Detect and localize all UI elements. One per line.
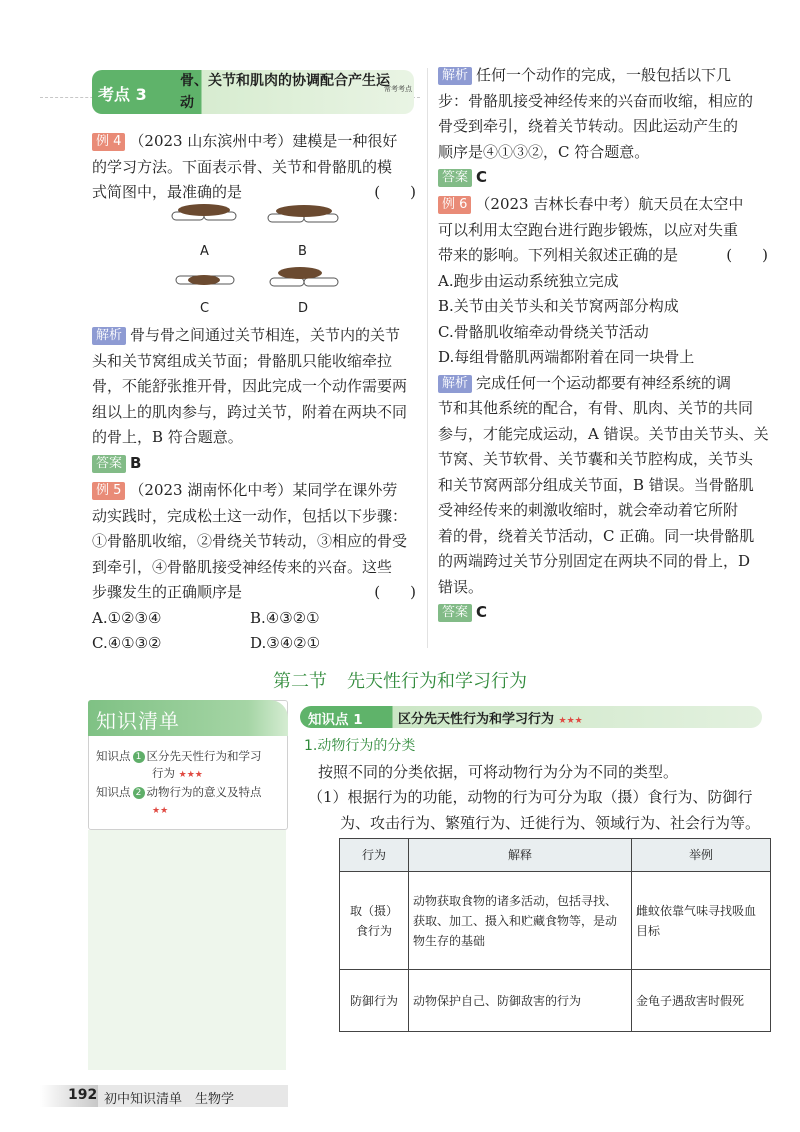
option-c: C.④①③② xyxy=(92,634,162,652)
example-6: 例 6 （2023 吉林长春中考）航天员在太空中 可以利用太空跑台进行跑步锻炼，以应对失重 带来的影响。下列相关叙述正确的是 ( ) A.跑步由运动系统独立完成 B.关节由关节头和关节窝两部分构成 C.骨骼肌收缩牵动骨绕关节活动 D.每组骨骼肌两端都附着在同一块骨上 解析 完成任何一个运动都要有神经系统的调 节和其他系统的配合，有骨、肌肉、关节的共同 参与，才能完成运动，A 错误。关节由关节头、关 节窝、关节软骨、关节囊和关节腔构成，关节头 和关节窝两部分组成关节面，B 错误。当骨骼肌 受神经传来的刺激收缩时，就会牵动着它所附 着的骨，绕着关节活动，C 正确。同一块骨骼肌 的两端跨过关节分别固定在两块不同的骨上，D 错误。 答案 C xyxy=(438,195,769,621)
analysis-tag: 解析 xyxy=(438,67,472,85)
knowledge-point-title: 区分先天性行为和学习行为 ★★★ xyxy=(398,712,583,727)
analysis-tag: 解析 xyxy=(438,375,472,393)
figure-b xyxy=(268,205,338,222)
kaodian-title: 骨、关节和肌肉的协调配合产生运动 xyxy=(180,73,390,111)
example-5-analysis: 解析 任何一个动作的完成，一般包括以下几 步：骨骼肌接受神经传来的兴奋而收缩，相应的 骨受到牵引，绕着关节转动。因此运动产生的 顺序是④①③②，C 符合题意。 答案 C xyxy=(438,66,754,186)
figure-label-d: D xyxy=(298,301,309,316)
column-divider xyxy=(427,68,428,648)
example-5: 例 5 （2023 湖南怀化中考）某同学在课外劳 动实践时，完成松土这一动作，包括以下步骤： ①骨骼肌收缩，②骨绕关节转动，③相应的骨受 到牵引，④骨骼肌接受神经传来的兴奋。这些 步骤发生的正确顺序是 ( ) A.①②③④ B.④③②① C.④①③② D.③④②① xyxy=(92,478,422,657)
option-d: D.③④②① xyxy=(250,634,321,652)
answer-value: C xyxy=(476,168,488,186)
answer-tag: 答案 xyxy=(92,455,126,473)
importance-stars: ★★ xyxy=(152,806,169,816)
subheading: 1.动物行为的分类 xyxy=(304,738,416,754)
example-tag: 例 4 xyxy=(92,133,125,151)
table-cell-explain: 动物获取食物的诸多活动，包括寻找、获取、加工、摄入和贮藏食物等，是动物生存的基础 xyxy=(409,872,632,970)
option-a: A.跑步由运动系统独立完成 xyxy=(438,271,619,290)
table-row xyxy=(340,970,771,1032)
figure-a xyxy=(172,204,236,220)
section-number: 第二节 xyxy=(273,671,327,692)
option-b: B.关节由关节头和关节窝两部分构成 xyxy=(438,297,679,315)
example-4-analysis: 解析 骨与骨之间通过关节相连，关节内的关节 头和关节窝组成关节面；骨骼肌只能收缩牵拉 骨，不能舒张推开骨，因此完成一个动作需要两 组以上的肌肉参与，跨过关节，附着在两块不同 的骨上，B 符合题意。 答案 B xyxy=(92,326,408,472)
knowledge-item-2[interactable]: 知识点 2 动物行为的意义及特点 ★★ xyxy=(96,785,262,816)
number-badge: 1 xyxy=(133,751,145,763)
answer-paren: ( ) xyxy=(374,183,416,201)
answer-value: C xyxy=(476,603,488,621)
knowledge-list-title: 知识清单 xyxy=(96,709,180,733)
answer-paren: ( ) xyxy=(726,246,768,264)
example-4: 例 4 （2023 山东滨州中考）建模是一种很好 的学习方法。下面表示骨、关节和骨骼肌的模 式简图中，最准确的是 ( ) xyxy=(92,129,422,206)
section-name: 先天性行为和学习行为 xyxy=(347,671,527,692)
answer-tag: 答案 xyxy=(438,169,472,187)
table-header: 举例 xyxy=(632,839,771,872)
table-header: 行为 xyxy=(340,839,409,872)
knowledge-point-label: 知识点 1 xyxy=(308,712,363,728)
paragraph-2: （1）根据行为的功能，动物的行为可分为取（摄）食行为、防御行 为、攻击行为、繁殖行为、迁徙行为、领域行为、社会行为等。 xyxy=(308,788,761,832)
figure-label-b: B xyxy=(298,244,307,259)
footer-title: 初中知识清单 生物学 xyxy=(104,1092,235,1107)
option-a: A.①②③④ xyxy=(92,608,162,627)
knowledge-item-1[interactable]: 知识点 1 区分先天性行为和学习 行为 ★★★ xyxy=(96,749,262,780)
paragraph-1: 按照不同的分类依据，可将动物行为分为不同的类型。 xyxy=(318,763,679,781)
figure-label-c: C xyxy=(200,301,210,316)
table-cell-explain: 动物保护自己、防御敌害的行为 xyxy=(409,970,632,1032)
kaodian-label: 考点 3 xyxy=(98,85,147,104)
analysis-tag: 解析 xyxy=(92,327,126,345)
page-number: 192 xyxy=(68,1087,98,1103)
importance-stars: ★★★ xyxy=(558,716,583,726)
kaodian-badge: 常考考点 xyxy=(384,85,412,93)
answer-tag: 答案 xyxy=(438,604,472,622)
figure-c xyxy=(176,275,234,285)
section-title xyxy=(0,667,800,693)
importance-stars: ★★★ xyxy=(178,770,203,780)
side-panel xyxy=(88,830,286,1070)
table-cell-behavior: 取（摄） 食行为 xyxy=(340,872,409,970)
option-b: B.④③②① xyxy=(250,608,320,627)
example-tag: 例 5 xyxy=(92,482,125,500)
table-cell-behavior: 防御行为 xyxy=(340,970,409,1032)
table-cell-example: 雌蚊依靠气味寻找吸血目标 xyxy=(632,872,771,970)
figure-d xyxy=(270,267,338,286)
table-header-row xyxy=(340,839,771,872)
answer-value: B xyxy=(130,453,142,472)
figure-label-a: A xyxy=(200,244,209,259)
bone-model-figures xyxy=(160,198,360,318)
behavior-table xyxy=(339,838,771,1032)
table-header: 解释 xyxy=(409,839,632,872)
answer-paren: ( ) xyxy=(374,583,416,601)
table-row xyxy=(340,872,771,970)
table-cell-example: 金龟子遇敌害时假死 xyxy=(632,970,771,1032)
option-c: C.骨骼肌收缩牵动骨绕关节活动 xyxy=(438,322,649,341)
number-badge: 2 xyxy=(133,787,145,799)
option-d: D.每组骨骼肌两端都附着在同一块骨上 xyxy=(438,348,695,366)
example-tag: 例 6 xyxy=(438,196,471,214)
